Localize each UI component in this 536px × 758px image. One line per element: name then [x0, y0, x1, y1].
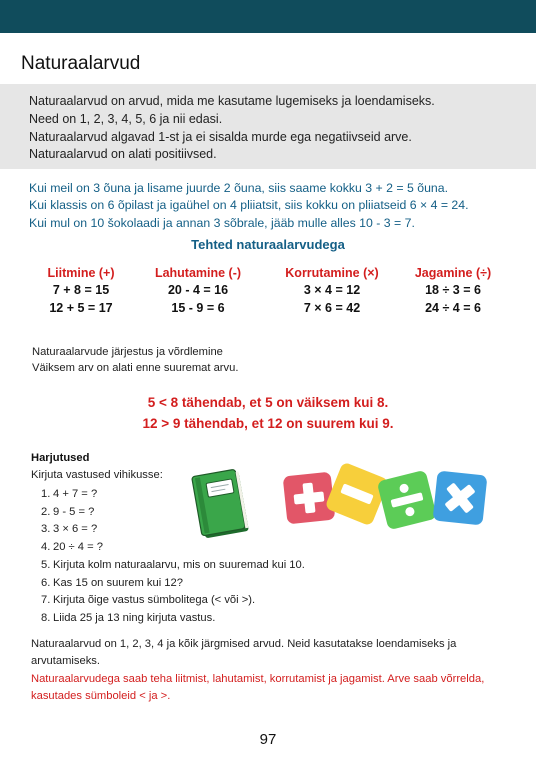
summary-text: Naturaalarvud on 1, 2, 3, 4 ja kõik järgmised arvud. Neid kasutatakse loendamiseks ja arvutamiseks. — [31, 638, 457, 667]
operation-title: Liitmine (+) — [47, 266, 115, 280]
examples-text — [29, 180, 469, 232]
exercise-item — [41, 575, 305, 593]
intro-line: Need on 1, 2, 3, 4, 5, 6 ja nii edasi. — [29, 111, 223, 126]
operation-title: Lahutamine (-) — [154, 266, 242, 280]
operation-example: 3 × 4 = 12 — [303, 283, 361, 297]
exercise-item — [41, 486, 305, 504]
summary-highlight: Naturaalarvudega saab teha liitmist, lahutamist, korrutamist ja jagamist. Arve saab võrrelda, kasutades sümboleid < ja >. — [31, 673, 485, 702]
operation-example: 7 × 6 = 42 — [303, 301, 361, 315]
comparison-line: 5 < 8 tähendab, et 5 on väiksem kui 8. — [147, 395, 389, 410]
operation-column-addition — [35, 266, 127, 319]
exercise-text: Liida 25 ja 13 ning kirjuta vastus. — [53, 611, 216, 624]
example-line: Kui meil on 3 õuna ja lisame juurde 2 õuna, siis saame kokku 3 + 2 = 5 õuna. — [29, 181, 449, 195]
exercise-text: Kirjuta õige vastus sümbolitega (< või >). — [53, 594, 256, 607]
order-heading: Naturaalarvude järjestus ja võrdlemine — [32, 346, 223, 358]
example-line: Kui klassis on 6 õpilast ja igaühel on 4 pliiatsit, siis kokku on pliiatseid 6 × 4 = 24. — [29, 198, 469, 213]
order-section — [32, 344, 238, 376]
operation-example: 7 + 8 = 15 — [52, 283, 110, 297]
exercise-item — [41, 592, 305, 610]
exercise-text: 20 ÷ 4 = ? — [53, 541, 103, 554]
operation-column-division — [406, 266, 500, 319]
operation-example: 24 ÷ 4 = 6 — [425, 301, 481, 315]
exercise-item — [41, 504, 305, 522]
intro-text — [29, 93, 435, 164]
page-title: Naturaalarvud — [21, 53, 141, 74]
operation-column-subtraction — [146, 266, 250, 319]
exercise-list — [41, 486, 305, 628]
divide-icon — [377, 470, 438, 531]
exercise-number: 6. — [41, 576, 51, 589]
exercise-number: 4. — [41, 541, 51, 554]
exercise-text: 9 - 5 = ? — [53, 505, 95, 518]
exercise-text: 3 × 6 = ? — [53, 523, 98, 536]
exercises-heading: Harjutused — [31, 452, 90, 464]
intro-line: Naturaalarvud algavad 1-st ja ei sisalda murde ega negatiivseid arve. — [29, 129, 412, 144]
exercise-number: 3. — [41, 523, 51, 536]
exercise-text: Kirjuta kolm naturaalarvu, mis on suuremad kui 10. — [53, 558, 305, 571]
operation-example: 18 ÷ 3 = 6 — [425, 283, 481, 297]
exercise-item — [41, 610, 305, 628]
exercise-number: 7. — [41, 594, 51, 607]
exercise-text: 4 + 7 = ? — [53, 488, 98, 500]
exercise-number: 8. — [41, 611, 51, 624]
operation-column-multiplication — [272, 266, 392, 319]
exercise-item — [41, 521, 305, 539]
operation-example: 12 + 5 = 17 — [49, 301, 113, 315]
example-line: Kui mul on 10 šokolaadi ja annan 3 sõbrale, jääb mulle alles 10 - 3 = 7. — [29, 215, 415, 230]
operation-title: Korrutamine (×) — [285, 266, 379, 280]
intro-line: Naturaalarvud on arvud, mida me kasutame lugemiseks ja loendamiseks. — [29, 94, 435, 108]
notebook-icon — [186, 465, 258, 545]
operation-example: 15 - 9 = 6 — [171, 301, 225, 315]
exercise-number: 2. — [41, 505, 51, 518]
exercise-item — [41, 539, 305, 557]
comparison-line: 12 > 9 tähendab, et 12 on suurem kui 9. — [142, 416, 394, 431]
exercise-item — [41, 557, 305, 575]
exercise-text: Kas 15 on suurem kui 12? — [53, 576, 183, 589]
operation-title: Jagamine (÷) — [414, 266, 492, 280]
plus-icon — [283, 472, 335, 525]
order-text: Väiksem arv on alati enne suuremat arvu. — [32, 362, 239, 374]
operations-heading: Tehted naturaalarvudega — [191, 237, 345, 252]
math-tiles-illustration — [283, 458, 489, 536]
exercise-number: 5. — [41, 558, 51, 571]
page-number: 97 — [259, 731, 277, 748]
operation-example: 20 - 4 = 16 — [167, 283, 229, 297]
exercises-intro: Kirjuta vastused vihikusse: — [31, 469, 163, 481]
intro-line: Naturaalarvud on alati positiivsed. — [29, 147, 217, 162]
comparison-examples — [0, 392, 536, 434]
exercise-number: 1. — [41, 488, 51, 500]
multiply-icon — [433, 471, 488, 526]
header-bar — [0, 0, 536, 33]
